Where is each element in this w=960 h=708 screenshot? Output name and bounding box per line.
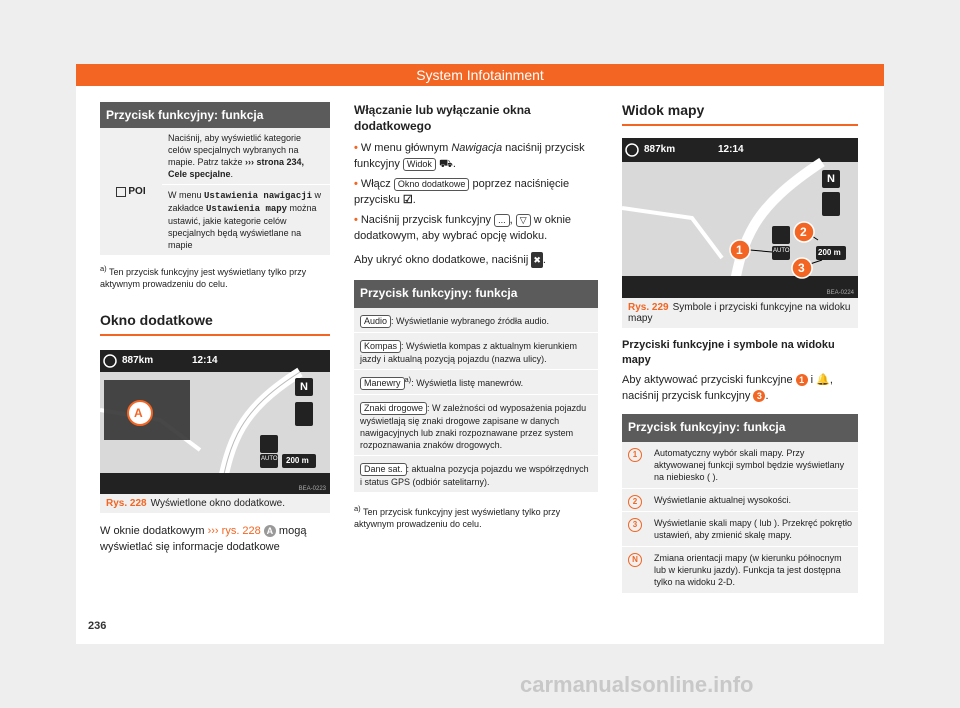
row-text: Wyświetlanie skali mapy ( lub ). Przekręć pokrętło ustawień, aby zmienić skalę mapy. bbox=[648, 512, 858, 546]
figure-code: BEA-0223 bbox=[298, 486, 326, 492]
figure-ref[interactable]: ››› rys. 228 bbox=[207, 525, 261, 537]
function-key[interactable]: Kompas bbox=[360, 340, 401, 353]
column-middle bbox=[354, 102, 598, 530]
scale-label: 200 m bbox=[286, 456, 309, 465]
checkbox-icon bbox=[116, 187, 126, 197]
poi-row bbox=[100, 128, 330, 255]
table-row: Audio : Wyświetlanie wybranego źródła audio. bbox=[354, 308, 598, 333]
section-widok bbox=[622, 102, 858, 126]
bell-icon bbox=[772, 226, 790, 244]
marker-a-ref: A bbox=[264, 525, 276, 537]
section-rule bbox=[622, 124, 858, 126]
okno-body: W oknie dodatkowym ››› rys. 228 A mogą wyświetlać się informacje dodatkowe bbox=[100, 525, 307, 553]
function-table bbox=[354, 308, 598, 493]
table-row bbox=[622, 442, 858, 489]
figure-caption: Rys. 228 Wyświetlone okno dodatkowe. bbox=[100, 494, 330, 513]
scale-label: 200 m bbox=[818, 248, 841, 257]
function-key[interactable]: Dane sat. bbox=[360, 463, 407, 476]
table-row bbox=[622, 547, 858, 594]
bell-icon: 🔔 bbox=[816, 374, 830, 386]
poi-description bbox=[162, 128, 330, 255]
table-row: Znaki drogowe : W zależności od wyposażenia pojazdu wyświetlają się znaki drogowe zapisane w danych nawigacyjnych lub znaki rozpoznawane przez system rozpoznawania znaków drogowych. bbox=[354, 395, 598, 456]
auto-label: AUTO bbox=[773, 248, 790, 254]
section-title: Widok mapy bbox=[622, 102, 705, 118]
section-okno bbox=[100, 312, 330, 336]
subheading: Włączanie lub wyłączanie okna dodatkowego bbox=[354, 103, 531, 133]
compass-label: N bbox=[300, 381, 308, 393]
compass-label: N bbox=[827, 173, 835, 185]
page-number: 236 bbox=[88, 620, 107, 632]
widok-key[interactable]: Widok bbox=[403, 158, 436, 171]
map-view-icon: ⛟ bbox=[439, 158, 453, 170]
widok-body: Aby aktywować przyciski funkcyjne 1 i 🔔, naciśnij przycisk funkcyjny 3 . bbox=[622, 374, 833, 402]
map-clock: 12:14 bbox=[718, 144, 744, 155]
table-header: Przycisk funkcyjny: funkcja bbox=[100, 102, 330, 128]
column-left bbox=[100, 102, 330, 555]
row-text: Wyświetlanie aktualnej wysokości. bbox=[648, 489, 858, 511]
nav-screen bbox=[622, 138, 858, 298]
bell-icon bbox=[260, 435, 278, 453]
function-key[interactable]: Znaki drogowe bbox=[360, 402, 427, 415]
function-key[interactable]: Manewry bbox=[360, 377, 405, 390]
okno-dodatkowe-key[interactable]: Okno dodatkowe bbox=[394, 178, 470, 191]
row-text: Automatyczny wybór skali mapy. Przy aktywowanej funkcji symbol będzie wyświetlany na niebiesko ( ). bbox=[648, 442, 858, 488]
table-row bbox=[622, 512, 858, 547]
row-mark: N bbox=[622, 547, 648, 593]
figure-code: BEA-0224 bbox=[826, 290, 854, 296]
marker-3: 3 bbox=[753, 390, 765, 402]
table-header: Przycisk funkcyjny: funkcja bbox=[622, 414, 858, 442]
map-distance: 887km bbox=[122, 355, 154, 366]
map-marker-a: A bbox=[134, 406, 143, 420]
column-right bbox=[622, 102, 858, 594]
symbol-table bbox=[622, 442, 858, 594]
poi-label: POI bbox=[128, 186, 146, 197]
figure-229 bbox=[622, 138, 858, 328]
section-rule bbox=[100, 334, 330, 336]
page-header: System Infotainment bbox=[76, 64, 884, 86]
callout-3-label: 3 bbox=[798, 261, 805, 275]
map-illustration bbox=[100, 350, 330, 494]
poi-cell bbox=[100, 128, 162, 255]
figure-228 bbox=[100, 350, 330, 513]
map-illustration bbox=[622, 138, 858, 298]
altitude-button[interactable] bbox=[822, 192, 840, 216]
hide-text: Aby ukryć okno dodatkowe, naciśnij ✖ . bbox=[354, 254, 546, 266]
manual-page bbox=[76, 64, 884, 644]
footnote: $^{a)}$ Ten przycisk funkcyjny jest wyświetlany tylko przy aktywnym prowadzeniu do celu. bbox=[100, 264, 307, 289]
map-clock: 12:14 bbox=[192, 355, 218, 366]
poi-link[interactable]: ››› strona 234, Cele specjalne bbox=[168, 157, 305, 179]
callout-1-label: 1 bbox=[736, 243, 743, 257]
row-mark: 2 bbox=[622, 489, 648, 511]
table-row: Manewry $^{a)}$: Wyświetla listę manewrów. bbox=[354, 370, 598, 395]
watermark: carmanualsonline.info bbox=[520, 672, 754, 697]
bullet-1: • W menu głównym Nawigacja naciśnij przycisk funkcyjny Widok ⛟. bbox=[354, 142, 585, 170]
subheading: Przyciski funkcyjne i symbole na widoku mapy bbox=[622, 339, 835, 366]
figure-caption: Rys. 229 Symbole i przyciski funkcyjne na widoku mapy bbox=[622, 298, 858, 328]
altitude-button[interactable] bbox=[295, 402, 313, 426]
marker-1: 1 bbox=[796, 374, 808, 386]
footnote: $^{a)}$ Ten przycisk funkcyjny jest wyświetlany tylko przy aktywnym prowadzeniu do celu. bbox=[354, 504, 561, 529]
function-key[interactable]: Audio bbox=[360, 315, 391, 328]
more-key[interactable]: ... bbox=[494, 214, 510, 227]
nav-screen bbox=[100, 350, 330, 494]
bullet-3: • Naciśnij przycisk funkcyjny ... , ▽ w oknie dodatkowym, aby wybrać opcję widoku. bbox=[354, 214, 572, 242]
close-icon[interactable]: ✖ bbox=[531, 252, 543, 268]
poi-text-1: Naciśnij, aby wyświetlić kategorie celów specjalnych wybranych na mapie. Patrz także ››› strona 234, Cele specjalne. bbox=[162, 128, 330, 185]
table-row bbox=[622, 489, 858, 512]
section-title: Okno dodatkowe bbox=[100, 312, 213, 328]
poi-text-2: W menu Ustawienia nawigacji w zakładce Ustawienia mapy można ustawić, jakie kategorie celów specjalnych będą wyświetlane na mapie bbox=[162, 185, 330, 255]
checkmark-icon: ☑ bbox=[402, 194, 413, 206]
bullet-2: • Włącz Okno dodatkowe poprzez naciśnięcie przycisku ☑. bbox=[354, 178, 570, 206]
table-row: Kompas : Wyświetla kompas z aktualnym kierunkiem jazdy i aktualną pozycją pojazdu (nazwa ulicy). bbox=[354, 333, 598, 370]
dropdown-key[interactable]: ▽ bbox=[516, 214, 531, 227]
row-mark: 3 bbox=[622, 512, 648, 546]
table-header: Przycisk funkcyjny: funkcja bbox=[354, 280, 598, 308]
callout-2-label: 2 bbox=[800, 225, 807, 239]
auto-label: AUTO bbox=[261, 456, 278, 462]
row-text: Zmiana orientacji mapy (w kierunku północnym lub w kierunku jazdy). Funkcja ta jest dostępna tylko na widoku 2-D. bbox=[648, 547, 858, 593]
table-row: Dane sat. : aktualna pozycja pojazdu we współrzędnych i status GPS (odbiór satelitarny). bbox=[354, 456, 598, 493]
map-distance: 887km bbox=[644, 144, 676, 155]
row-mark: 1 bbox=[622, 442, 648, 488]
